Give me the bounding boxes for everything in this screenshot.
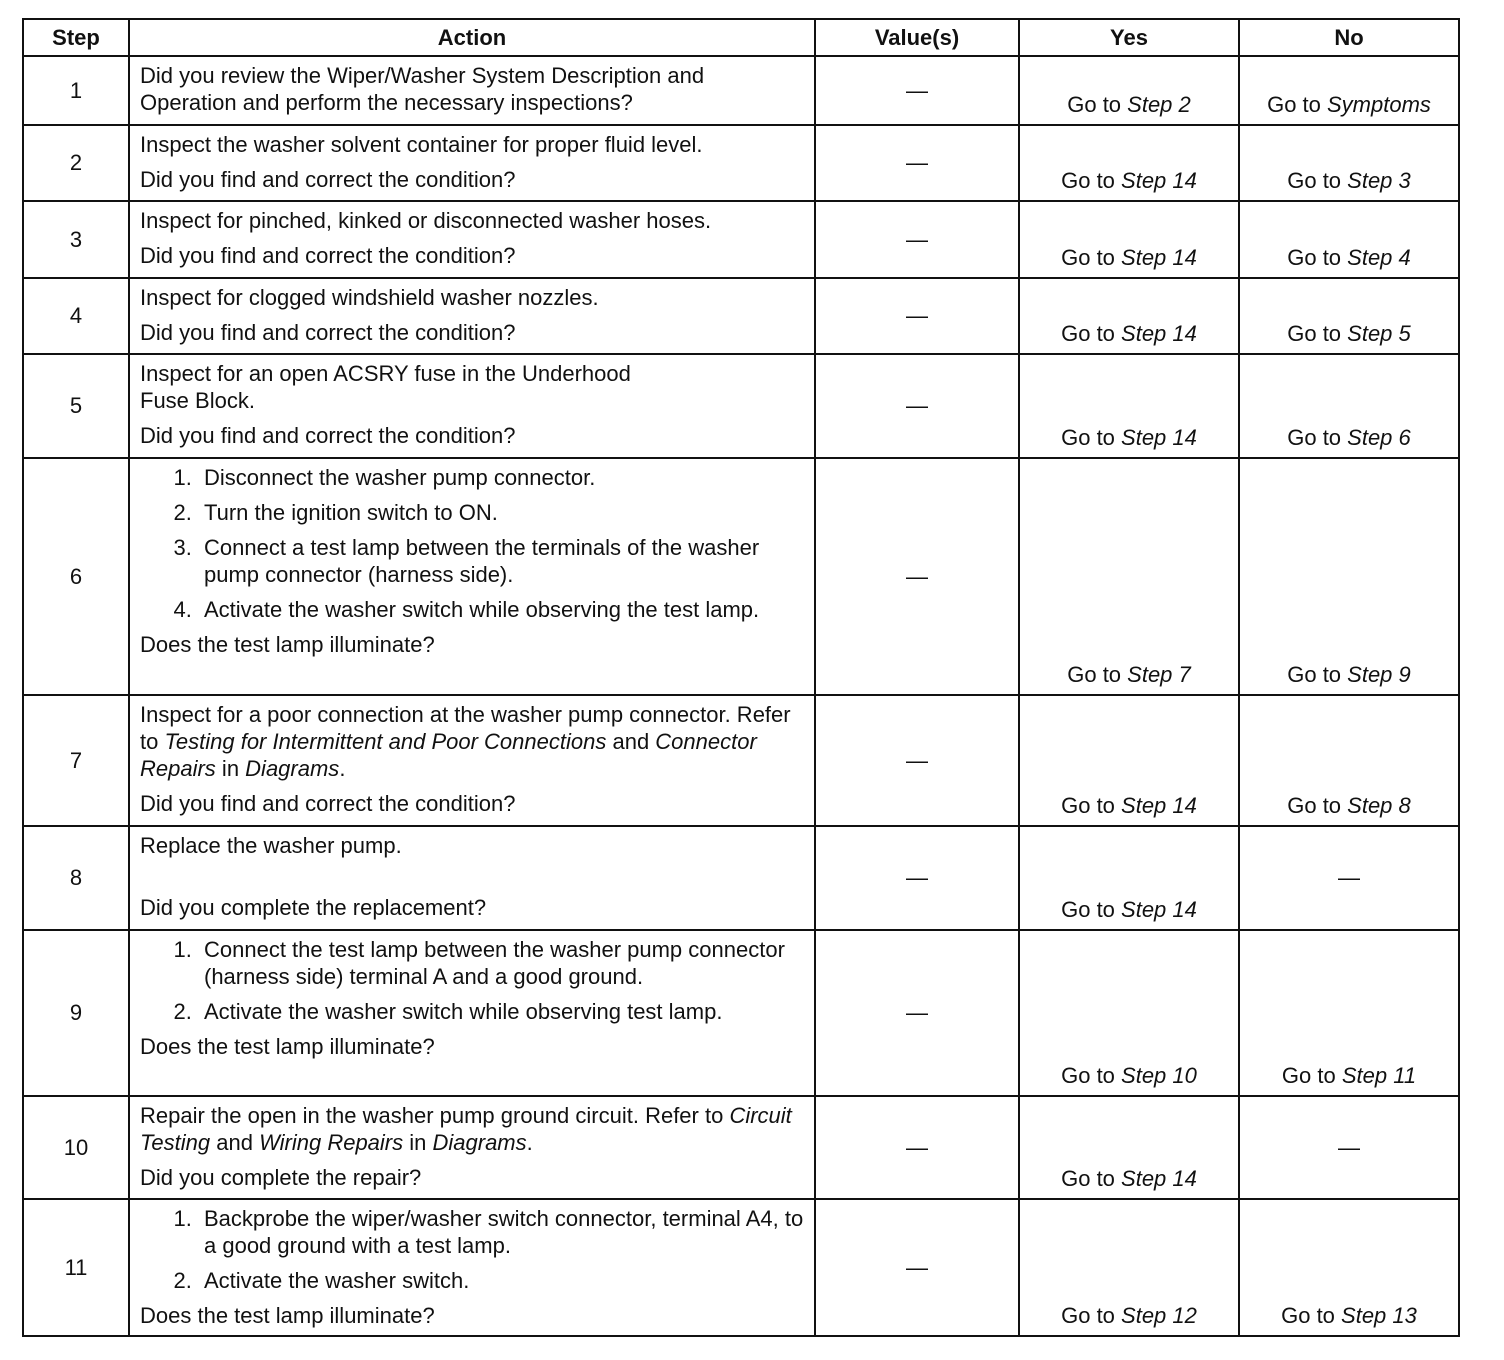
table-row (23, 125, 1459, 201)
action-text-segment: and (210, 1130, 260, 1155)
action-question: Did you complete the replacement? (140, 895, 487, 920)
header-values: Value(s) (815, 19, 1019, 56)
action-text (140, 701, 804, 782)
goto-prefix: Go to (1061, 1303, 1122, 1328)
goto-target: Step 14 (1121, 1166, 1197, 1191)
substep-item: 2. Activate the washer switch while observing test lamp. (198, 998, 804, 1025)
goto-prefix: Go to (1287, 425, 1348, 450)
yes-cell (1019, 458, 1239, 695)
step-number: 10 (23, 1096, 129, 1199)
no-cell (1239, 354, 1459, 458)
reference-link: Testing for Intermittent and Poor Connections (164, 729, 607, 754)
action-text: Operation and perform the necessary inspections? (140, 90, 633, 115)
action-cell (129, 1096, 815, 1199)
goto-target: Step 14 (1121, 793, 1197, 818)
goto-prefix: Go to (1067, 92, 1128, 117)
diagnostic-table (22, 18, 1460, 1337)
yes-cell (1019, 1096, 1239, 1199)
substep-item: 1. Connect the test lamp between the washer pump connector (harness side) terminal A and a good ground. (198, 936, 804, 990)
value-cell: — (815, 354, 1019, 458)
action-text-segment: in (215, 756, 246, 781)
substep-item: 2. Activate the washer switch. (198, 1267, 804, 1294)
goto-prefix: Go to (1061, 1166, 1122, 1191)
action-text: Did you review the Wiper/Washer System Description and (140, 63, 705, 88)
step-number: 7 (23, 695, 129, 826)
value-cell: — (815, 278, 1019, 354)
goto-target: Step 6 (1347, 425, 1411, 450)
goto-prefix: Go to (1061, 321, 1122, 346)
action-cell (129, 458, 815, 695)
no-cell (1239, 125, 1459, 201)
step-number: 4 (23, 278, 129, 354)
goto-target: Symptoms (1327, 92, 1431, 117)
action-cell (129, 695, 815, 826)
action-text-segment: Inspect for a poor connection at the washer pump connector. Refer to (140, 702, 791, 754)
goto-prefix: Go to (1287, 793, 1348, 818)
reference-link: Circuit Testing (140, 1103, 792, 1155)
no-cell (1239, 930, 1459, 1096)
yes-cell (1019, 125, 1239, 201)
goto-target: Step 14 (1121, 245, 1197, 270)
action-question: Did you find and correct the condition? (140, 167, 516, 192)
no-cell (1239, 458, 1459, 695)
action-cell (129, 56, 815, 125)
step-number: 11 (23, 1199, 129, 1336)
goto-target: Step 10 (1121, 1063, 1197, 1088)
table-row (23, 695, 1459, 826)
goto-target: Step 2 (1127, 92, 1191, 117)
table-row (23, 278, 1459, 354)
step-number: 5 (23, 354, 129, 458)
action-text: Inspect for pinched, kinked or disconnected washer hoses. (140, 208, 712, 233)
table-row (23, 458, 1459, 695)
action-text-segment: . (526, 1130, 533, 1155)
goto-prefix: Go to (1267, 92, 1327, 117)
goto-prefix: Go to (1281, 1063, 1342, 1088)
action-question: Does the test lamp illuminate? (140, 1303, 435, 1328)
action-cell (129, 1199, 815, 1336)
action-question: Does the test lamp illuminate? (140, 1034, 435, 1059)
substep-item: 2. Turn the ignition switch to ON. (198, 499, 804, 526)
yes-cell (1019, 826, 1239, 930)
goto-target: Step 14 (1121, 897, 1197, 922)
no-cell (1239, 278, 1459, 354)
goto-prefix: Go to (1061, 897, 1122, 922)
goto-prefix: Go to (1281, 1303, 1342, 1328)
table-row (23, 826, 1459, 930)
action-cell (129, 278, 815, 354)
goto-prefix: Go to (1287, 245, 1348, 270)
yes-cell (1019, 930, 1239, 1096)
yes-cell (1019, 1199, 1239, 1336)
action-question: Does the test lamp illuminate? (140, 632, 435, 657)
step-number: 2 (23, 125, 129, 201)
action-text: Inspect for an open ACSRY fuse in the Underhood (140, 361, 631, 386)
goto-target: Step 14 (1121, 321, 1197, 346)
action-question: Did you complete the repair? (140, 1165, 422, 1190)
goto-target: Step 14 (1121, 425, 1197, 450)
reference-link: Wiring Repairs (259, 1130, 404, 1155)
no-cell (1239, 695, 1459, 826)
value-cell: — (815, 695, 1019, 826)
header-yes: Yes (1019, 19, 1239, 56)
action-cell (129, 930, 815, 1096)
header-step: Step (23, 19, 129, 56)
table-row (23, 56, 1459, 125)
action-question: Did you find and correct the condition? (140, 423, 516, 448)
goto-prefix: Go to (1061, 1063, 1122, 1088)
value-cell: — (815, 458, 1019, 695)
substep-list (140, 1205, 804, 1294)
goto-prefix: Go to (1061, 168, 1122, 193)
action-text: Inspect the washer solvent container for proper fluid level. (140, 132, 703, 157)
goto-target: Step 3 (1347, 168, 1411, 193)
reference-link: Connector Repairs (140, 729, 757, 781)
goto-prefix: Go to (1061, 425, 1122, 450)
action-question: Did you find and correct the condition? (140, 791, 516, 816)
table-row (23, 201, 1459, 278)
action-cell (129, 354, 815, 458)
goto-target: Step 7 (1127, 662, 1191, 687)
table-row (23, 1096, 1459, 1199)
reference-link: Diagrams (245, 756, 340, 781)
action-text: Inspect for clogged windshield washer nozzles. (140, 285, 599, 310)
no-cell: — (1239, 1096, 1459, 1199)
action-question: Did you find and correct the condition? (140, 320, 516, 345)
no-cell (1239, 1199, 1459, 1336)
substep-item: 3. Connect a test lamp between the terminals of the washer pump connector (harness side). (198, 534, 804, 588)
goto-target: Step 14 (1121, 168, 1197, 193)
table-row (23, 1199, 1459, 1336)
no-cell: — (1239, 826, 1459, 930)
goto-target: Step 9 (1347, 662, 1411, 687)
step-number: 1 (23, 56, 129, 125)
step-number: 6 (23, 458, 129, 695)
action-text: Replace the washer pump. (140, 833, 402, 858)
step-number: 3 (23, 201, 129, 278)
value-cell: — (815, 1096, 1019, 1199)
goto-prefix: Go to (1287, 321, 1348, 346)
goto-target: Step 13 (1341, 1303, 1417, 1328)
action-cell (129, 125, 815, 201)
yes-cell (1019, 56, 1239, 125)
action-text-segment: Repair the open in the washer pump ground circuit. Refer to (140, 1103, 730, 1128)
yes-cell (1019, 695, 1239, 826)
goto-prefix: Go to (1287, 662, 1348, 687)
reference-link: Diagrams (432, 1130, 527, 1155)
step-number: 9 (23, 930, 129, 1096)
action-text-segment: and (606, 729, 656, 754)
value-cell: — (815, 201, 1019, 278)
table-row (23, 930, 1459, 1096)
substep-item: 4. Activate the washer switch while observing the test lamp. (198, 596, 804, 623)
step-number: 8 (23, 826, 129, 930)
table-row (23, 354, 1459, 458)
yes-cell (1019, 201, 1239, 278)
goto-target: Step 8 (1347, 793, 1411, 818)
action-question: Did you find and correct the condition? (140, 243, 516, 268)
action-cell (129, 826, 815, 930)
goto-target: Step 5 (1347, 321, 1411, 346)
yes-cell (1019, 354, 1239, 458)
goto-target: Step 4 (1347, 245, 1411, 270)
value-cell: — (815, 125, 1019, 201)
substep-list (140, 936, 804, 1025)
goto-prefix: Go to (1061, 245, 1122, 270)
goto-target: Step 11 (1341, 1063, 1417, 1088)
header-row (23, 19, 1459, 56)
action-text: Fuse Block. (140, 388, 255, 413)
goto-prefix: Go to (1067, 662, 1128, 687)
no-cell (1239, 56, 1459, 125)
action-text-segment: . (339, 756, 346, 781)
action-text-segment: in (403, 1130, 433, 1155)
goto-prefix: Go to (1287, 168, 1348, 193)
action-cell (129, 201, 815, 278)
goto-prefix: Go to (1061, 793, 1122, 818)
value-cell: — (815, 56, 1019, 125)
goto-target: Step 12 (1121, 1303, 1197, 1328)
header-no: No (1239, 19, 1459, 56)
value-cell: — (815, 826, 1019, 930)
action-text (140, 1102, 804, 1156)
substep-list (140, 464, 804, 623)
substep-item: 1. Disconnect the washer pump connector. (198, 464, 804, 491)
yes-cell (1019, 278, 1239, 354)
value-cell: — (815, 1199, 1019, 1336)
substep-item: 1. Backprobe the wiper/washer switch connector, terminal A4, to a good ground with a test lamp. (198, 1205, 804, 1259)
value-cell: — (815, 930, 1019, 1096)
no-cell (1239, 201, 1459, 278)
header-action: Action (129, 19, 815, 56)
